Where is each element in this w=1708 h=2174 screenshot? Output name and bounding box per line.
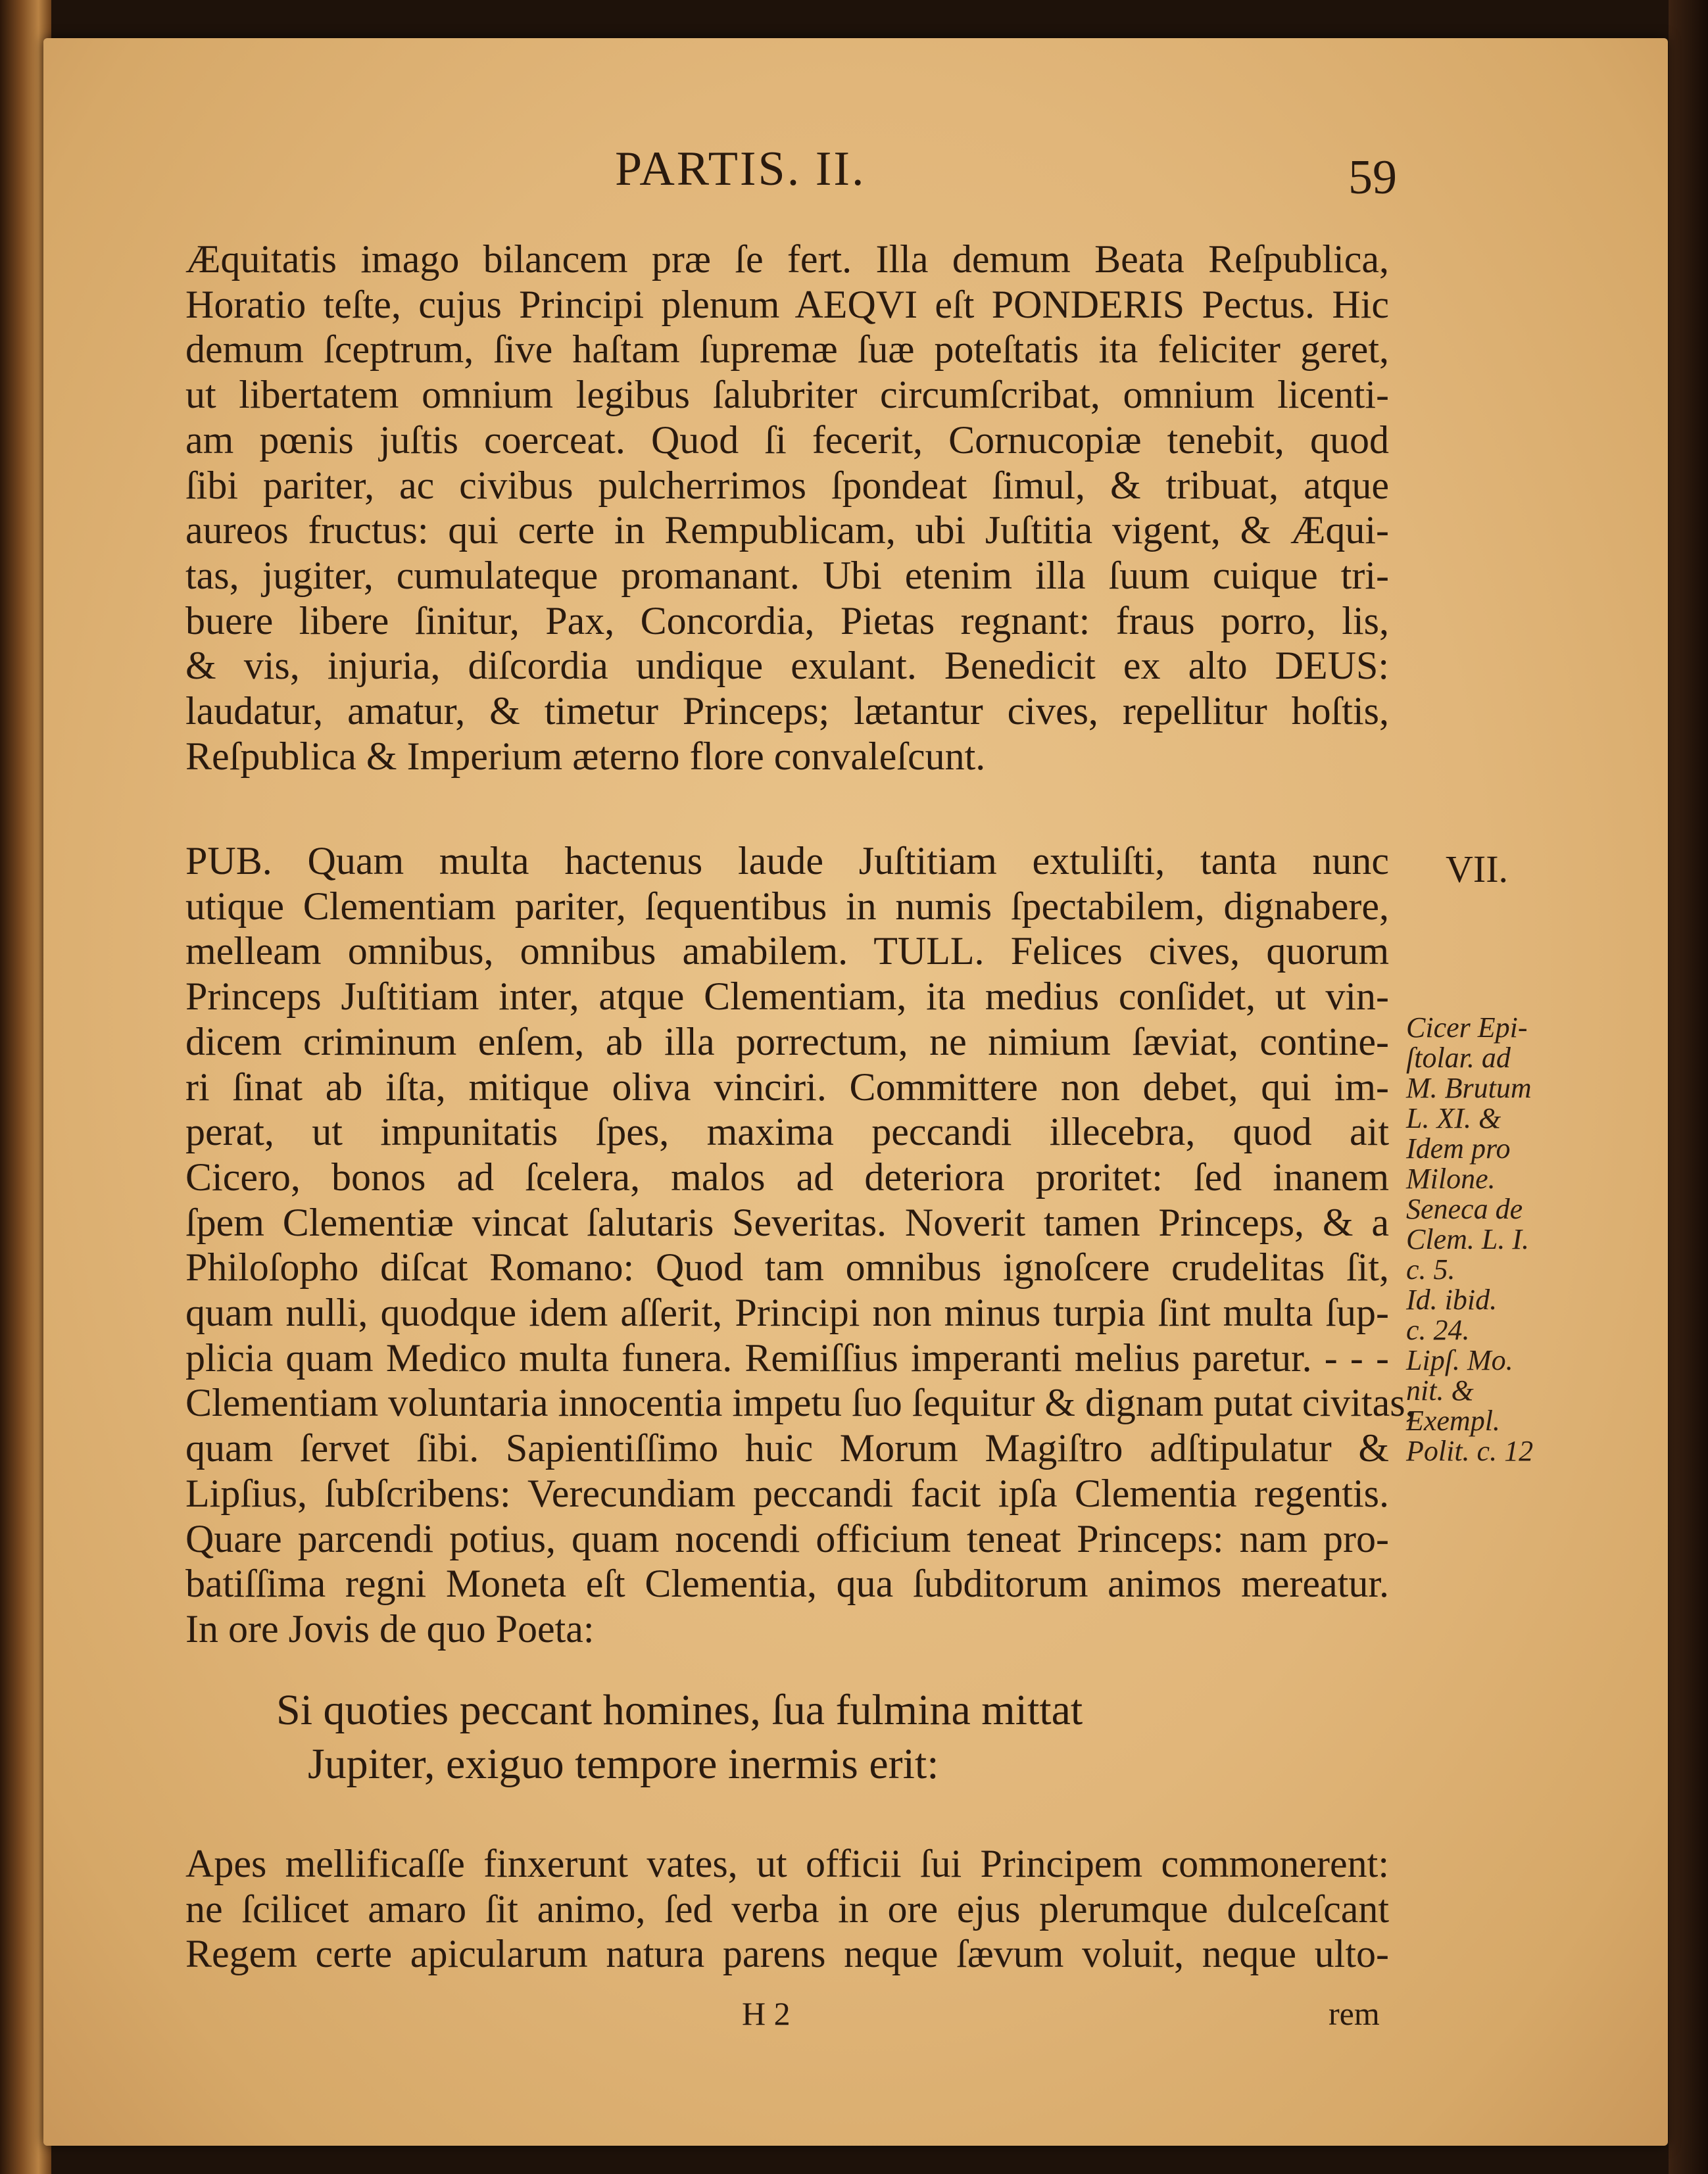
marginal-note: M. Brutum — [1406, 1072, 1532, 1104]
text-line: Apes mellificaſſe finxerunt vates, ut officii ſui Principem commonerent: — [185, 1842, 1389, 1885]
text-line: buere libere ſinitur, Pax, Concordia, Pietas regnant: fraus porro, lis, — [185, 598, 1389, 642]
text-line: ſpem Clementiæ vincat ſalutaris Severitas. Noverit tamen Princeps, & a — [185, 1200, 1389, 1244]
page-number: 59 — [1348, 151, 1397, 205]
text-line: Quare parcendi potius, quam nocendi officium teneat Princeps: nam pro- — [185, 1516, 1389, 1560]
text-line: Cicero, bonos ad ſcelera, malos ad deteriora proritet: ſed inanem — [185, 1155, 1389, 1199]
text-line: laudatur, amatur, & timetur Princeps; lætantur cives, repellitur hoſtis, — [185, 689, 1389, 733]
text-line: Horatio teſte, cujus Principi plenum AEQVI eſt PONDERIS Pectus. Hic — [185, 282, 1389, 326]
text-line: & vis, injuria, diſcordia undique exulant. Benedicit ex alto DEUS: — [185, 644, 1389, 688]
text-line: demum ſceptrum, ſive haſtam ſupremæ ſuæ poteſtatis ita feliciter geret, — [185, 327, 1389, 372]
text-line: Lipſius, ſubſcribens: Verecundiam peccandi facit ipſa Clementia regentis. — [185, 1471, 1389, 1515]
text-line: Princeps Juſtitiam inter, atque Clementiam, ita medius conſidet, ut vin- — [185, 975, 1389, 1019]
marginal-notes — [1406, 1013, 1533, 1466]
marginal-note: nit. & — [1406, 1374, 1474, 1407]
text-line: batiſſima regni Moneta eſt Clementia, qua ſubditorum animos mereatur. — [185, 1562, 1389, 1606]
text-line: aureos fructus: qui certe in Rempublicam, ubi Juſtitia vigent, & Æqui- — [185, 508, 1389, 552]
text-line: In ore Jovis de quo Poeta: — [185, 1606, 595, 1651]
catchword: rem — [1329, 1995, 1380, 2032]
verse-line: Jupiter, exiguo tempore inermis erit: — [308, 1740, 939, 1788]
marginal-note: Idem pro — [1406, 1132, 1511, 1165]
text-line: dicem criminum enſem, ab illa porrectum, ne nimium ſæviat, contine- — [185, 1019, 1389, 1063]
marginal-note: Seneca de — [1406, 1193, 1523, 1225]
marginal-note: c. 5. — [1406, 1253, 1455, 1286]
text-line: perat, ut impunitatis ſpes, maxima peccandi illecebra, quod ait — [185, 1110, 1389, 1154]
text-line: ri ſinat ab iſta, mitique oliva vinciri. Committere non debet, qui im- — [185, 1065, 1389, 1109]
marginal-note: Clem. L. I. — [1406, 1223, 1529, 1255]
text-line: quam ſervet ſibi. Sapientiſſimo huic Morum Magiſtro adſtipulatur & — [185, 1426, 1389, 1470]
text-line: ut libertatem omnium legibus ſalubriter circumſcribat, omnium licenti- — [185, 373, 1389, 417]
text-line: quam nulli, quodque idem aſſerit, Principi non minus turpia ſint multa ſup- — [185, 1291, 1389, 1335]
text-line: Reſpublica & Imperium æterno flore convaleſcunt. — [185, 734, 986, 778]
marginal-note: L. XI. & — [1406, 1102, 1501, 1134]
text-line: melleam omnibus, omnibus amabilem. TULL. Felices cives, quorum — [185, 929, 1389, 973]
paragraph-1 — [185, 237, 1389, 779]
marginal-note: Lipſ. Mo. — [1406, 1344, 1513, 1376]
text-line: tas, jugiter, cumulateque promanant. Ubi etenim illa ſuum cuique tri- — [185, 553, 1389, 597]
marginal-note: Milone. — [1406, 1163, 1496, 1195]
text-line: Clementiam voluntaria innocentia impetu ſuo ſequitur & dignam putat civitas, — [185, 1381, 1415, 1425]
text-line: PUB. Quam multa hactenus laude Juſtitiam extuliſti, tanta nunc — [185, 839, 1389, 882]
marginal-note: c. 24. — [1406, 1314, 1470, 1346]
marginal-note: Cicer Epi- — [1406, 1011, 1528, 1044]
signature-mark: H 2 — [742, 1995, 791, 2032]
paragraph-2 — [185, 838, 1415, 1652]
text-line: Philoſopho diſcat Romano: Quod tam omnibus ignoſcere crudelitas ſit, — [185, 1245, 1389, 1290]
section-number: VII. — [1446, 848, 1509, 890]
running-head: PARTIS. II. — [615, 142, 866, 196]
paragraph-3 — [185, 1841, 1389, 1977]
text-line: ne ſcilicet amaro ſit animo, ſed verba in ore ejus plerumque dulceſcant — [185, 1887, 1389, 1931]
verse-quotation — [276, 1683, 1083, 1791]
book-edge-right — [1669, 0, 1708, 2174]
text-line: Æquitatis imago bilancem præ ſe fert. Illa demum Beata Reſpublica, — [185, 237, 1389, 281]
marginal-note: Exempl. — [1406, 1405, 1500, 1437]
text-line: utique Clementiam pariter, ſequentibus in numis ſpectabilem, dignabere, — [185, 884, 1389, 928]
text-line: plicia quam Medico multa funera. Remiſſius imperanti melius paretur. - - - — [185, 1336, 1389, 1380]
text-line: ſibi pariter, ac civibus pulcherrimos ſpondeat ſimul, & tribuat, atque — [185, 463, 1389, 507]
marginal-note: ſtolar. ad — [1406, 1042, 1511, 1074]
marginal-note: Id. ibid. — [1406, 1284, 1498, 1316]
marginal-note: Polit. c. 12 — [1406, 1435, 1534, 1467]
text-line: Regem certe apicularum natura parens neque ſævum voluit, neque ulto- — [185, 1932, 1389, 1976]
verse-line: Si quoties peccant homines, ſua fulmina mittat — [276, 1686, 1083, 1734]
text-line: am pœnis juſtis coerceat. Quod ſi fecerit, Cornucopiæ tenebit, quod — [185, 418, 1389, 462]
